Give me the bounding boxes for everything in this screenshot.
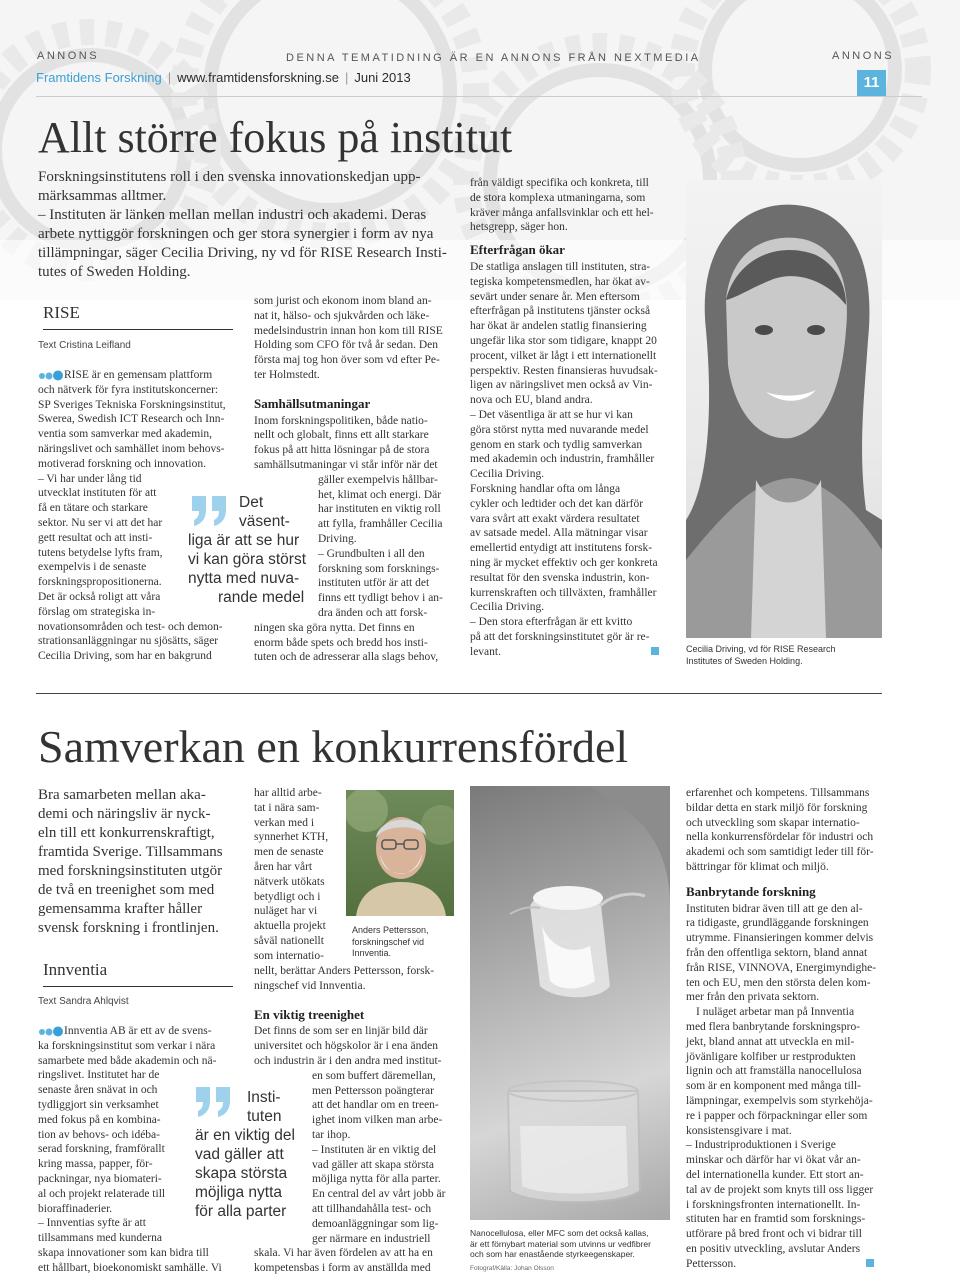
text-line: förslag om strategiska in- xyxy=(38,605,156,618)
photo-credit: Fotograf/Källa: Johan Olsson xyxy=(470,1264,554,1272)
text-line: nella konkurrensfördelar för industri och xyxy=(686,831,874,844)
text-line: ter Holmstedt. xyxy=(254,368,320,381)
text-line: ningen ska göra nytta. Det finns en xyxy=(254,621,415,634)
text-line: kring massa, papper, för- xyxy=(38,1158,153,1171)
text-line: samarbete med både akademin och nä- xyxy=(38,1054,217,1067)
text-line: kompetensbas i form av anställda med xyxy=(254,1262,431,1275)
text-line: resultat för den svenska industrin, kon- xyxy=(470,571,650,584)
caption-line: Innventia. xyxy=(352,948,392,958)
quote-line: Det xyxy=(239,494,264,511)
text-line: ligen av näringslivet men också av Vin- xyxy=(470,379,653,392)
text-line: de stora komplexa utmaningarna, som xyxy=(470,191,646,204)
text-line: re i papper och förpackningar eller som xyxy=(686,1109,868,1122)
text-line: Cecilia Driving. xyxy=(470,601,545,614)
text-line: mer från den privata sektorn. xyxy=(686,991,820,1004)
text-line: forskningspropositionerna. xyxy=(38,576,162,589)
text-line: lämpningar, exempelvis som styrkehöja- xyxy=(686,1094,873,1107)
quote-line: vi kan göra störst xyxy=(188,551,307,568)
nanocellulose-photo xyxy=(470,786,670,1220)
text-line: ka forskningsinstitut som verkar i nära xyxy=(38,1039,216,1052)
quote-line: nytta med nuva- xyxy=(188,570,300,587)
quote-line: för alla parter xyxy=(195,1203,287,1220)
cecilia-photo-caption xyxy=(686,644,882,667)
publication-bar: Framtidens Forskning | www.framtidensforskning.se | Juni 2013 xyxy=(36,70,922,97)
subheading: En viktig treenighet xyxy=(254,1006,365,1022)
text-line: ra tidigaste, grundläggande forskningen xyxy=(686,917,869,930)
caption-line: Cecilia Driving, vd för RISE Research xyxy=(686,644,836,654)
lead-line: svensk forskning i frontlinjen. xyxy=(38,920,219,936)
text-line: som internatio- xyxy=(254,949,324,962)
text-line: skala. Vi har även fördelen av att ha en xyxy=(254,1247,433,1260)
text-line: åren har vårt xyxy=(254,860,313,873)
lead-line: demi och näringsliv är nyck- xyxy=(38,806,211,822)
text-line: att tillhandahålla test- och xyxy=(312,1202,432,1215)
text-line: Instituten bidrar även till att ge den al- xyxy=(686,902,863,915)
text-line: Det är också roligt att våra xyxy=(38,590,161,603)
text-line: kurrenskraften och tillväxten, framhåller xyxy=(470,586,657,599)
lead-line: de två en treenighet som med xyxy=(38,882,215,898)
portrait-illustration xyxy=(686,180,882,638)
text-line: få en tätare och starkare xyxy=(38,502,148,515)
text-line: och utveckling som skapar internatio- xyxy=(686,816,860,829)
text-line: ringslivet. Institutet har de xyxy=(38,1069,160,1082)
text-line: enorm både spets och bredd hos insti- xyxy=(254,636,428,649)
text-line: bättringar för klimat och miljö. xyxy=(686,860,829,873)
text-line: vara svårt att exakt värdera resultatet xyxy=(470,512,640,525)
text-line: akademi och som samtidigt leder till för- xyxy=(686,846,874,859)
text-line: al och projekt relaterade till xyxy=(38,1187,166,1200)
end-square-icon xyxy=(866,1259,874,1267)
article2-col2-narrow xyxy=(254,786,334,964)
caption-line: och som har enastående styrkeegenskaper. xyxy=(470,1249,635,1259)
text-line: har instituten en viktig roll xyxy=(318,503,441,516)
lead-line: tillämpningar, säger Cecilia Driving, ny vd för RISE Research Insti- xyxy=(38,245,447,261)
publication-url[interactable]: www.framtidensforskning.se xyxy=(177,70,339,85)
text-line: tuten och de adresserar alla slags behov, xyxy=(254,651,439,664)
text-line: tion av behovs- och idéba- xyxy=(38,1128,160,1141)
text-line: gett resultat och att insti- xyxy=(38,531,153,544)
text-line: – Vi har under lång tid xyxy=(38,472,142,485)
text-line: tydliggjort sin verksamhet xyxy=(38,1098,159,1111)
text-line: betydligt och i xyxy=(254,890,321,903)
text-line: skapa innovationer som kan bidra till xyxy=(38,1246,209,1259)
text-line: strationsanläggningar nu sjösätts, säger xyxy=(38,635,219,648)
publication-name: Framtidens Forskning xyxy=(36,70,162,85)
text-line: demoanläggningar som lig- xyxy=(312,1217,439,1230)
quote-line: Insti- xyxy=(247,1089,281,1106)
lead-line: – Instituten är länken mellan mellan industri och akademi. Deras xyxy=(38,207,427,223)
text-line: nuläget har vi xyxy=(254,905,318,918)
anders-pettersson-photo xyxy=(346,790,454,916)
caption-line: Institutes of Sweden Holding. xyxy=(686,655,803,666)
text-line: – Instituten är en viktig del xyxy=(312,1143,437,1156)
bullet-dots-icon xyxy=(38,1026,64,1037)
text-line: som jurist och ekonom inom bland an- xyxy=(254,295,432,307)
text-line: och industrin är i den andra med institut- xyxy=(254,1054,442,1067)
text-line: forskning som forsknings- xyxy=(318,562,440,575)
text-line: nätverk utökats xyxy=(254,875,325,888)
text-line: SP Sveriges Tekniska Forskningsinstitut, xyxy=(38,398,226,411)
lead-line: med forskningsinstituten utgör xyxy=(38,863,223,879)
text-line: på att det forskningsinstitutet gör är re- xyxy=(470,630,650,643)
text-line: ventia som samverkar med akademin, xyxy=(38,428,213,441)
text-line: ungefär lika stor som tidigare, knappt 20 xyxy=(470,334,657,347)
text-line: – Industriproduktionen i Sverige xyxy=(686,1139,836,1152)
text-line: kräver många anfallsvinklar och ett hel- xyxy=(470,206,654,219)
text-line: RISE är en gemensam plattform xyxy=(38,368,238,383)
text-line: gäller exempelvis hållbar- xyxy=(318,473,438,486)
header-right: ANNONS xyxy=(832,50,895,62)
text-line: medelsindustrin innan hon kom till RISE xyxy=(254,324,443,337)
text-line: tal av de projekt som knyts till oss ligger xyxy=(686,1183,874,1196)
text-line: motiverad forskning och innovation. xyxy=(38,457,206,470)
anders-photo-caption xyxy=(352,925,452,960)
article1-lead xyxy=(38,168,458,282)
caption-line: är ett förnybart material som utvinns ur vedfibrer xyxy=(470,1238,651,1249)
end-square-icon xyxy=(651,647,659,655)
text-line: från RISE, VINNOVA, Energimyndighe- xyxy=(686,961,877,974)
text-line: exempelvis i de senaste xyxy=(38,561,147,574)
text-line: Det finns de som ser en linjär bild där xyxy=(254,1025,428,1038)
text-line: – Innventias syfte är att xyxy=(38,1217,146,1230)
text-line: i forskningsfronten internationellt. In- xyxy=(686,1198,861,1211)
text-line: att fylla, framhåller Cecilia xyxy=(318,518,443,531)
text-line: ett hållbart, bioekonomiskt samhälle. Vi xyxy=(38,1261,222,1274)
text-line: efterfrågan på institutens tjänster också xyxy=(470,305,651,318)
text-line: ighet inom vilken man arbe- xyxy=(312,1114,443,1127)
text-line: – Grundbulten i all den xyxy=(318,547,425,560)
text-line: näringslivet och samhället inom behovs- xyxy=(38,442,225,455)
lead-line: framtida Sverige. Tillsammans xyxy=(38,844,223,860)
text-line: vad gäller att skapa största xyxy=(312,1158,434,1171)
quote-line: skapa största xyxy=(195,1165,288,1182)
article2-byline: Text Sandra Ahlqvist xyxy=(38,996,129,1007)
text-line: ning är mycket effektiv och ger konkreta xyxy=(470,556,658,569)
text-line: ger närmare en industriell xyxy=(312,1232,431,1245)
section-divider xyxy=(36,693,882,694)
text-line: verkan med i xyxy=(254,816,315,829)
text-line: universitet och högskolor är i ena änden xyxy=(254,1040,438,1053)
text-line: jövänligare kolfiber ur restprodukten xyxy=(686,1050,856,1063)
text-line: har ökat är andelen statlig finansiering xyxy=(470,320,647,333)
text-line: utvecklat instituten för att xyxy=(38,487,157,500)
lead-line: märksammas alltmer. xyxy=(38,188,167,204)
section-label-innventia: Innventia xyxy=(43,960,233,987)
text-line: tillsammans med kunderna xyxy=(38,1232,162,1245)
quote-line: rande medel xyxy=(218,589,305,606)
quote-line: liga är att se hur xyxy=(188,532,300,549)
lead-line: tutes of Sweden Holding. xyxy=(38,264,191,280)
text-line: en som buffert däremellan, xyxy=(312,1069,436,1082)
text-line: ningschef vid Innventia. xyxy=(254,979,366,992)
nanocellulose-photo-caption xyxy=(470,1228,675,1274)
portrait-illustration xyxy=(346,790,454,916)
glass-beaker-illustration xyxy=(470,786,670,1220)
text-line: men de senaste xyxy=(254,846,324,859)
text-line: En central del av vårt jobb är xyxy=(312,1188,446,1201)
text-line: bioraffinaderier. xyxy=(38,1202,113,1215)
article2-col2 xyxy=(254,964,452,1276)
text-line: en positiv utveckling, avslutar Anders xyxy=(686,1242,861,1255)
text-line: Pettersson. xyxy=(686,1257,882,1272)
subheading: Samhällsutmaningar xyxy=(254,395,371,411)
text-line: cykler och ledtider och det kan därför xyxy=(470,497,644,510)
text-line: Innventia AB är ett av de svens- xyxy=(38,1024,236,1039)
text-line: möjliga nytta för alla parter. xyxy=(312,1173,441,1186)
quote-line: väsent- xyxy=(239,513,290,530)
subheading: Banbrytande forskning xyxy=(686,883,816,899)
text-line: emellertid entydigt att institutens forsk- xyxy=(470,542,653,555)
text-line: utförare på bred front och vi bidrar till xyxy=(686,1228,862,1241)
text-line: synnerhet KTH, xyxy=(254,831,329,844)
text-line: göra störst nytta med nuvarande medel xyxy=(470,423,649,436)
text-line: fokus på att hitta lösningar på de stora xyxy=(254,444,430,457)
text-line: nova och EU, bland andra. xyxy=(470,394,593,407)
quote-line: är en viktig del xyxy=(195,1127,295,1144)
text-line: Inom forskningspolitiken, både natio- xyxy=(254,414,428,427)
text-line: men Pettersson poängterar xyxy=(312,1084,434,1097)
header-left: ANNONS xyxy=(37,50,100,62)
text-line: tutens betydelse lyfts fram, xyxy=(38,546,163,559)
text-line: har alltid arbe- xyxy=(254,787,322,799)
lead-line: arbete nyttiggör forskningen och ger stora synergier i form av nya xyxy=(38,226,434,242)
text-line: minskar och därför har vi ökat vår an- xyxy=(686,1154,861,1167)
text-line: samhällsutmaningar vi står inför när det xyxy=(254,458,438,471)
text-line: – Det väsentliga är att se hur vi kan xyxy=(470,408,633,421)
text-line: erfarenhet och kompetens. Tillsammans xyxy=(686,787,870,799)
text-line: första maj tog hon över som vd efter Pe- xyxy=(254,354,440,367)
quote-line: möjliga nytta xyxy=(195,1184,283,1201)
lead-line: gemensamma krafter håller xyxy=(38,901,203,917)
text-line: del internationella kunder. Ett stort an- xyxy=(686,1168,864,1181)
publication-date: Juni 2013 xyxy=(354,70,411,85)
text-line: från väldigt specifika och konkreta, till xyxy=(470,177,649,189)
text-line: – Den stora efterfrågan är ett kvitto xyxy=(470,616,633,629)
text-line: jekt, bland annat att utveckla en mil- xyxy=(686,1035,855,1048)
text-line: packningar, nya biomateri- xyxy=(38,1172,162,1185)
quote-line: vad gäller att xyxy=(195,1146,284,1163)
text-line: nellt och globalt, finns ett allt starkare xyxy=(254,429,429,442)
cecilia-driving-photo xyxy=(686,180,882,638)
text-line: nellt, berättar Anders Pettersson, forsk- xyxy=(254,965,435,977)
article2-lead xyxy=(38,786,238,938)
text-line: Swerea, Swedish ICT Research och Inn- xyxy=(38,413,225,426)
article1-byline: Text Cristina Leifland xyxy=(38,340,131,351)
text-line: genom en stark och tydlig samverkan xyxy=(470,438,643,451)
page-number-badge: 11 xyxy=(857,70,886,96)
text-line: Driving. xyxy=(318,532,357,545)
caption-line: Nanocellulosa, eller MFC som det också kallas, xyxy=(470,1228,649,1238)
lead-line: Bra samarbeten mellan aka- xyxy=(38,787,206,803)
subheading: Efterfrågan ökar xyxy=(470,242,565,258)
text-line: senaste åren snävat in och xyxy=(38,1084,158,1097)
text-line: med flera banbrytande forskningspro- xyxy=(686,1020,861,1033)
article1-title: Allt större fokus på institut xyxy=(38,113,513,162)
text-line: såväl nationellt xyxy=(254,934,324,947)
text-line: som är en komponent med många till- xyxy=(686,1080,862,1093)
text-line: ten och EU, men den största delen kom- xyxy=(686,976,871,989)
text-line: serad forskning, framförallt xyxy=(38,1143,165,1156)
lead-line: eln till ett konkurrenskraftigt, xyxy=(38,825,215,841)
text-line: tar ihop. xyxy=(312,1128,351,1141)
text-line: av satsade medel. Alla mätningar visar xyxy=(470,527,648,540)
text-line: tat i nära sam- xyxy=(254,801,320,814)
caption-line: forskningschef vid xyxy=(352,936,425,947)
section-label-rise: RISE xyxy=(43,303,233,330)
text-line: sektor. Nu ser vi att det har xyxy=(38,516,163,529)
article2-title: Samverkan en konkurrensfördel xyxy=(38,721,629,772)
text-line: med fokus på en kombina- xyxy=(38,1113,161,1126)
caption-line: Anders Pettersson, xyxy=(352,925,429,935)
text-line: hetsgrepp, säger hon. xyxy=(470,221,568,234)
text-line: perspektiv. Resten finansieras huvudsak- xyxy=(470,364,658,377)
text-line: procent, vilket är lågt i ett internationellt xyxy=(470,349,657,362)
header-center: DENNA TEMATIDNING ÄR EN ANNONS FRÅN NEXTMEDIA xyxy=(286,52,701,64)
text-line: het, klimat och energi. Där xyxy=(318,488,442,501)
text-line: I nuläget arbetar man på Innventia xyxy=(696,1006,855,1019)
quote-line: tuten xyxy=(247,1108,282,1125)
text-line: lignin och att framställa nanocellulosa xyxy=(686,1065,862,1078)
text-line: med akademin och industrin, framhåller xyxy=(470,453,655,466)
text-line: finns ett tydligt behov i an- xyxy=(318,592,443,605)
text-line: novationsområden och test- och demon- xyxy=(38,620,223,633)
article2-col4 xyxy=(686,786,882,1272)
text-line: utrymme. Finansieringen kommer delvis xyxy=(686,932,874,945)
text-line: De statliga anslagen till instituten, stra- xyxy=(470,260,651,273)
text-line: dra änden och att forsk- xyxy=(318,606,428,619)
text-line: stituten har en framtid som forsknings- xyxy=(686,1213,866,1226)
article1-col3 xyxy=(470,176,668,660)
article1-col2 xyxy=(254,294,452,665)
text-line: och nätverk för fyra institutskoncerner: xyxy=(38,383,219,396)
text-line: tegiska kompetensmedlen, har ökat av- xyxy=(470,275,650,288)
text-line: Forskning handlar ofta om långa xyxy=(470,482,621,495)
text-line: att det handlar om en treen- xyxy=(312,1099,439,1112)
text-line: aktuella projekt xyxy=(254,920,326,933)
text-line: sevärt under senare år. Men eftersom xyxy=(470,290,640,303)
text-line: Holding som CFO för två år sedan. Den xyxy=(254,339,438,352)
text-line: Cecilia Driving, som har en bakgrund xyxy=(38,650,212,663)
text-line: instituten utför är att det xyxy=(318,577,430,590)
text-line: nat it, hälso- och sjukvården och läke- xyxy=(254,309,430,322)
text-line: konsistensgivare i mat. xyxy=(686,1124,792,1137)
bullet-dots-icon xyxy=(38,370,64,381)
text-line: levant. xyxy=(470,645,668,660)
text-line: Cecilia Driving. xyxy=(470,468,545,481)
lead-line: Forskningsinstitutens roll i den svenska innovationskedjan upp- xyxy=(38,169,421,185)
text-line: från den offentliga sektorn, bland annat xyxy=(686,946,868,959)
text-line: bildar detta en stark miljö för forskning xyxy=(686,801,868,814)
